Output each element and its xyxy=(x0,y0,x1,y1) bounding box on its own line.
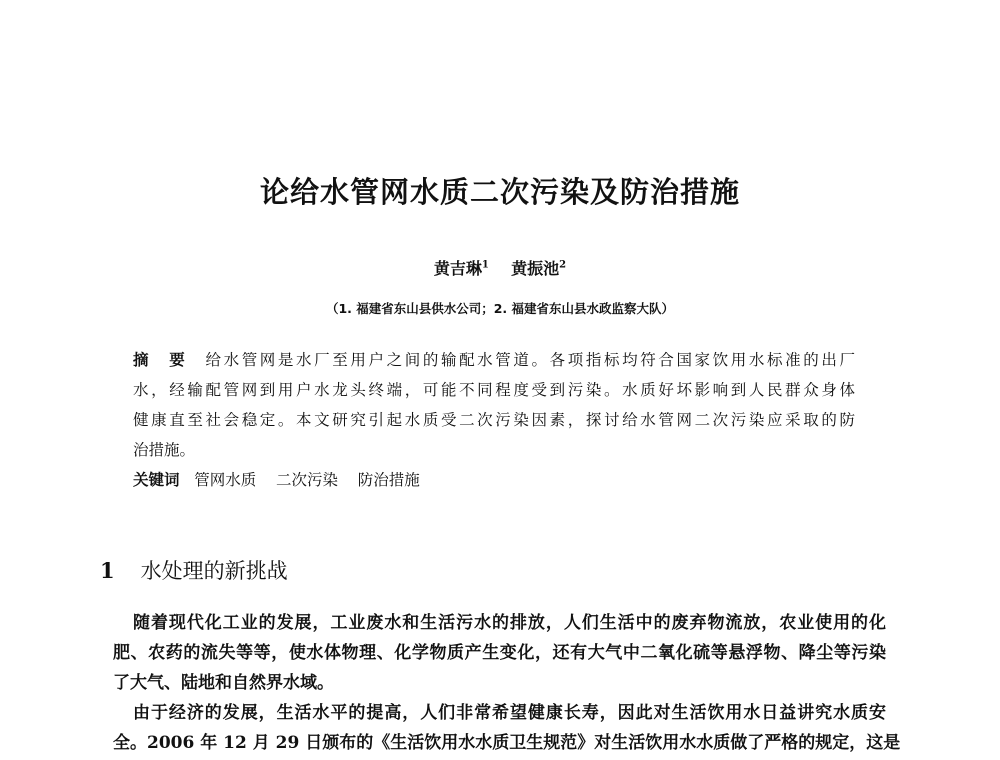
abstract-line: 健康直至社会稳定。本文研究引起水质受二次污染因素，探讨给水管网二次污染应采取的防 xyxy=(133,411,855,429)
abstract-line: 治措施。 xyxy=(133,441,196,459)
section-number: 1 xyxy=(100,558,115,583)
keyword: 防治措施 xyxy=(357,471,420,489)
body-line: 由于经济的发展，生活水平的提高，人们非常希望健康长寿，因此对生活饮用水日益讲究水质安 xyxy=(133,703,886,723)
author-name: 黄吉琳 xyxy=(433,259,482,278)
keyword: 二次污染 xyxy=(276,471,339,489)
body-line: 随着现代化工业的发展，工业废水和生活污水的排放，人们生活中的废弃物流放，农业使用的化 xyxy=(133,613,886,633)
body-line: 全。2006 年 12 月 29 日颁布的《生活饮用水水质卫生规范》对生活饮用水水质做了严格的规定，这是 xyxy=(113,733,901,753)
author-name: 黄振池 xyxy=(511,259,560,278)
affiliations: （1. 福建省东山县供水公司；2. 福建省东山县水政监察大队） xyxy=(325,301,675,316)
author-affiliation-mark: 1 xyxy=(481,259,489,271)
authors xyxy=(0,256,1000,279)
body-line: 了大气、陆地和自然界水域。 xyxy=(113,673,334,693)
page-title: 论给水管网水质二次污染及防治措施 xyxy=(259,175,740,209)
abstract-line xyxy=(133,348,855,370)
abstract-line: 水，经输配管网到用户水龙头终端，可能不同程度受到污染。水质好坏影响到人民群众身体 xyxy=(133,381,855,399)
author-affiliation-mark: 2 xyxy=(559,259,567,271)
body-line: 肥、农药的流失等等，使水体物理、化学物质产生变化，还有大气中二氧化硫等悬浮物、降尘等污染 xyxy=(113,643,886,663)
keywords-label: 关键词 xyxy=(133,471,180,489)
section-heading xyxy=(100,555,288,585)
abstract-label: 摘 要 xyxy=(133,351,188,369)
keyword: 管网水质 xyxy=(194,471,257,489)
keywords xyxy=(133,468,855,490)
abstract-text: 给水管网是水厂至用户之间的输配水管道。各项指标均符合国家饮用水标准的出厂 xyxy=(205,351,855,369)
section-title: 水处理的新挑战 xyxy=(140,559,288,583)
